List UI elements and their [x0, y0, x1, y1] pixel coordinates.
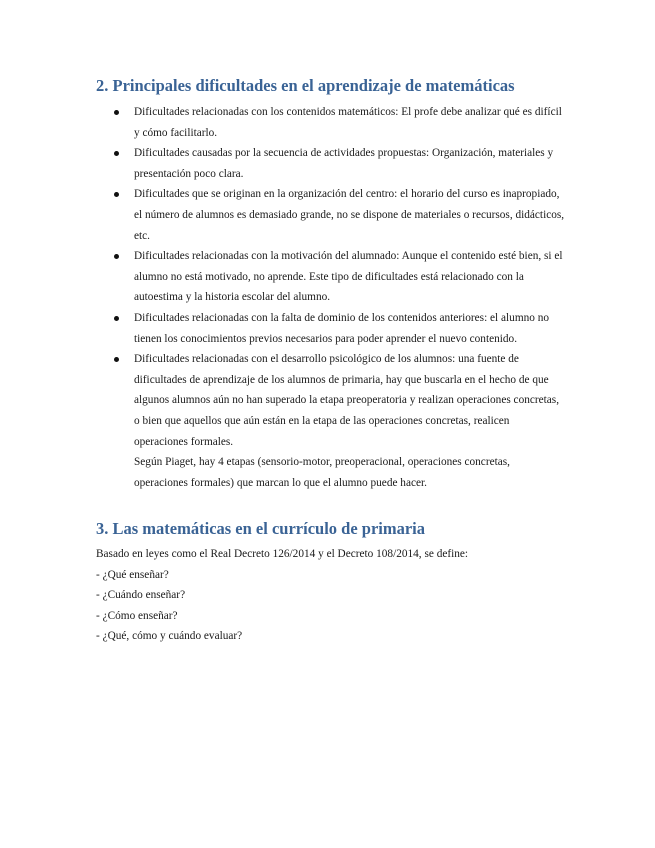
bullet-icon	[114, 110, 119, 115]
question-item: - ¿Qué enseñar?	[96, 568, 169, 581]
list-item	[96, 143, 566, 184]
bullet-icon	[114, 316, 119, 321]
list-item	[96, 246, 566, 308]
list-item	[96, 349, 566, 493]
question-item: - ¿Cómo enseñar?	[96, 609, 178, 622]
curriculum-intro: Basado en leyes como el Real Decreto 126/2014 y el Decreto 108/2014, se define:	[96, 548, 469, 560]
list-item	[96, 308, 566, 349]
list-item	[96, 102, 566, 143]
list-item-text: Dificultades relacionadas con la falta de dominio de los contenidos anteriores: el alumno no tienen los conocimientos previos necesarios para poder aprender el nuevo contenido.	[134, 311, 550, 345]
bullet-icon	[114, 357, 119, 362]
list-item-text: Dificultades que se originan en la organización del centro: el horario del curso es inapropiado, el número de alumnos es demasiado grande, no se dispone de materiales o recursos, didácticos, etc.	[134, 188, 565, 242]
bullet-icon	[114, 254, 119, 259]
list-item-text: Dificultades causadas por la secuencia de actividades propuestas: Organización, materiales y presentación poco clara.	[134, 147, 554, 180]
list-item-text: Dificultades relacionadas con el desarrollo psicológico de los alumnos: una fuente de dificultades de aprendizaje de los alumnos de primaria, hay que buscarla en el hecho de que algunos alumnos aún no han superado la etapa preoperatoria y realizan operaciones concretas, o bien que aquellos que aún están en la etapa de las operaciones concretas, realicen operaciones formales.	[134, 353, 560, 448]
bullet-icon	[114, 192, 119, 197]
question-item: - ¿Qué, cómo y cuándo evaluar?	[96, 630, 243, 643]
bullet-icon	[114, 151, 119, 156]
list-item	[96, 184, 566, 246]
difficulties-list	[96, 102, 566, 493]
curriculum-section	[96, 544, 566, 647]
list-item-text: Dificultades relacionadas con la motivación del alumnado: Aunque el contenido esté bien, si el alumno no está motivado, no aprende. Este tipo de dificultades está relacionado con la autoestima y la historia escolar del alumno.	[134, 250, 563, 304]
list-item-text: Dificultades relacionadas con los contenidos matemáticos: El profe debe analizar qué es difícil y cómo facilitarlo.	[134, 106, 562, 139]
section-3-heading: 3. Las matemáticas en el currículo de primaria	[96, 519, 426, 538]
piaget-note: Según Piaget, hay 4 etapas (sensorio-motor, preoperacional, operaciones concretas, operaciones formales) que marcan lo que el alumno puede hacer.	[134, 456, 510, 489]
question-item: - ¿Cuándo enseñar?	[96, 589, 186, 602]
section-2-heading: 2. Principales dificultades en el aprendizaje de matemáticas	[96, 76, 515, 95]
